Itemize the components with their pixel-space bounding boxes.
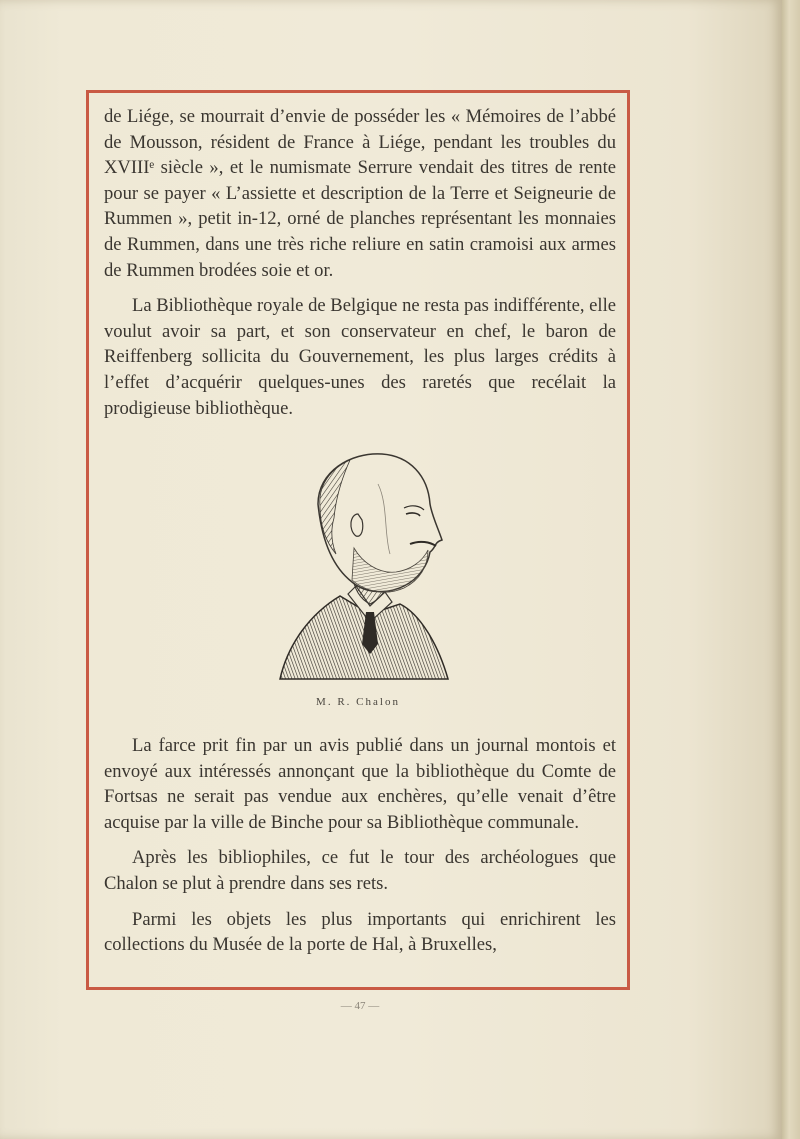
paragraph-5: Parmi les objets les plus importants qui enrichirent les collections du Musée de la porte de Hal, à Bruxelles, <box>104 908 616 956</box>
portrait-engraving-icon <box>270 444 470 689</box>
page-edge <box>782 0 800 1139</box>
text-block-bottom <box>104 733 616 968</box>
text-block-top <box>104 104 616 431</box>
page-number: — 47 — <box>340 1000 380 1012</box>
illustration-caption: M. R. Chalon <box>316 696 400 708</box>
paragraph-1: de Liége, se mourrait d’envie de posséder les « Mémoires de l’abbé de Mousson, résident de France à Liége, pendant les troubles du XVIIIᵉ siècle », et le numismate Serrure vendait des titres de rente pour se payer « L’assiette et description de la Terre et Seigneurie de Rummen », petit in-12, orné de planches représentant les monnaies de Rummen, dans une très riche reliure en satin cramoisi aux armes de Rummen brodées soie et or. <box>104 106 616 281</box>
paragraph-2: La Bibliothèque royale de Belgique ne resta pas indifférente, elle voulut avoir sa part, et son conservateur en chef, le baron de Reiffenberg sollicita du Gouvernement, les plus larges crédits à l’effet d’acquérir quelques-unes des raretés que recélait la prodigieuse bibliothèque. <box>104 295 616 419</box>
paragraph-4: Après les bibliophiles, ce fut le tour des archéologues que Chalon se plut à prendre dans ses rets. <box>104 847 616 894</box>
paragraph-3: La farce prit fin par un avis publié dans un journal montois et envoyé aux intéressés annonçant que la bibliothèque du Comte de Fortsas ne serait pas vendue aux enchères, qu’elle venait d’être acquise par la ville de Binche pour sa Bibliothèque communale. <box>104 735 616 833</box>
